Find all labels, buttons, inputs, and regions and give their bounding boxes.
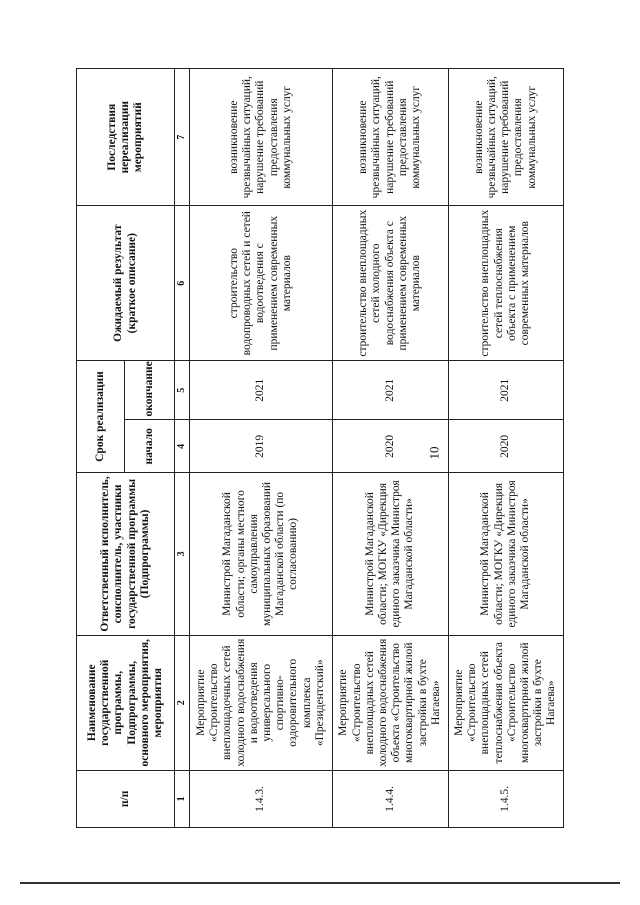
row-consequences: возникновение чрезвычайных ситуаций, нарушение требований предоставления коммунальных услуг <box>333 69 448 206</box>
row-responsible: Министрой Магаданской области; МОГКУ «Дирекция единого заказчика Министроя Магаданской области» <box>333 473 448 636</box>
row-end: 2021 <box>190 360 333 420</box>
row-name: Мероприятие «Строительство внеплощадных сетей холодного водоснабжения объекта «Строительство многоквартирной жилой застройки в бухте Нагаева» <box>333 635 448 770</box>
index-cell: 3 <box>175 473 190 636</box>
index-cell: 2 <box>175 635 190 770</box>
row-result: строительство водопроводных сетей и сетей водоотведения с применением современных материалов <box>190 206 333 361</box>
index-cell: 6 <box>175 206 190 361</box>
header-start: начало <box>125 420 175 473</box>
row-start: 2020 <box>448 420 564 473</box>
rotated-table-container <box>76 68 564 828</box>
row-end: 2021 <box>448 360 564 420</box>
index-cell: 4 <box>175 420 190 473</box>
table-row <box>333 69 448 828</box>
row-number: 1.4.5. <box>448 770 564 827</box>
row-name: Мероприятие «Строительство внеплощадных сетей теплоснабжения объекта «Строительство многоквартирной жилой застройки в бухте Нагаева» <box>448 635 564 770</box>
header-row <box>77 69 125 828</box>
index-cell: 5 <box>175 360 190 420</box>
index-row <box>175 69 190 828</box>
header-term: Срок реализации <box>77 360 125 472</box>
index-cell: 7 <box>175 69 190 206</box>
row-result: строительство внеплощадных сетей холодного водоснабжения объекта с применением современных материалов <box>333 206 448 361</box>
footer-rule <box>20 882 620 884</box>
row-consequences: возникновение чрезвычайных ситуаций, нарушение требований предоставления коммунальных услуг <box>190 69 333 206</box>
table-row <box>190 69 333 828</box>
header-name: Наименование государственной программы, Подпрограммы, основного мероприятия, мероприятия <box>77 635 175 770</box>
header-responsible: Ответственный исполнитель, соисполнитель, участники государственной программы (Подпрограммы) <box>77 473 175 636</box>
row-result: строительство внеплощадных сетей теплоснабжения объекта с применением современных материалов <box>448 206 564 361</box>
page-number: 10 <box>426 446 442 460</box>
header-result: Ожидаемый результат (краткое описание) <box>77 206 175 361</box>
row-start: 2019 <box>190 420 333 473</box>
row-consequences: возникновение чрезвычайных ситуаций, нарушение требований предоставления коммунальных услуг <box>448 69 564 206</box>
header-end: окончание <box>125 360 175 420</box>
row-start: 2020 <box>333 420 448 473</box>
program-measures-table <box>76 68 564 828</box>
table-row <box>448 69 564 828</box>
row-end: 2021 <box>333 360 448 420</box>
row-responsible: Министрой Магаданской области; МОГКУ «Дирекция единого заказчика Министроя Магаданской области» <box>448 473 564 636</box>
row-responsible: Министрой Магаданской области; органы местного самоуправления муниципальных образований Магаданской области (по согласованию) <box>190 473 333 636</box>
header-consequences: Последствия нереализации мероприятий <box>77 69 175 206</box>
row-number: 1.4.3. <box>190 770 333 827</box>
row-name: Мероприятие «Строительство внеплощадочных сетей холодного водоснабжения и водоотведения универсального спортивно-оздоровительного комплекса «Президентский» <box>190 635 333 770</box>
row-number: 1.4.4. <box>333 770 448 827</box>
header-num: п/п <box>77 770 175 827</box>
index-cell: 1 <box>175 770 190 827</box>
